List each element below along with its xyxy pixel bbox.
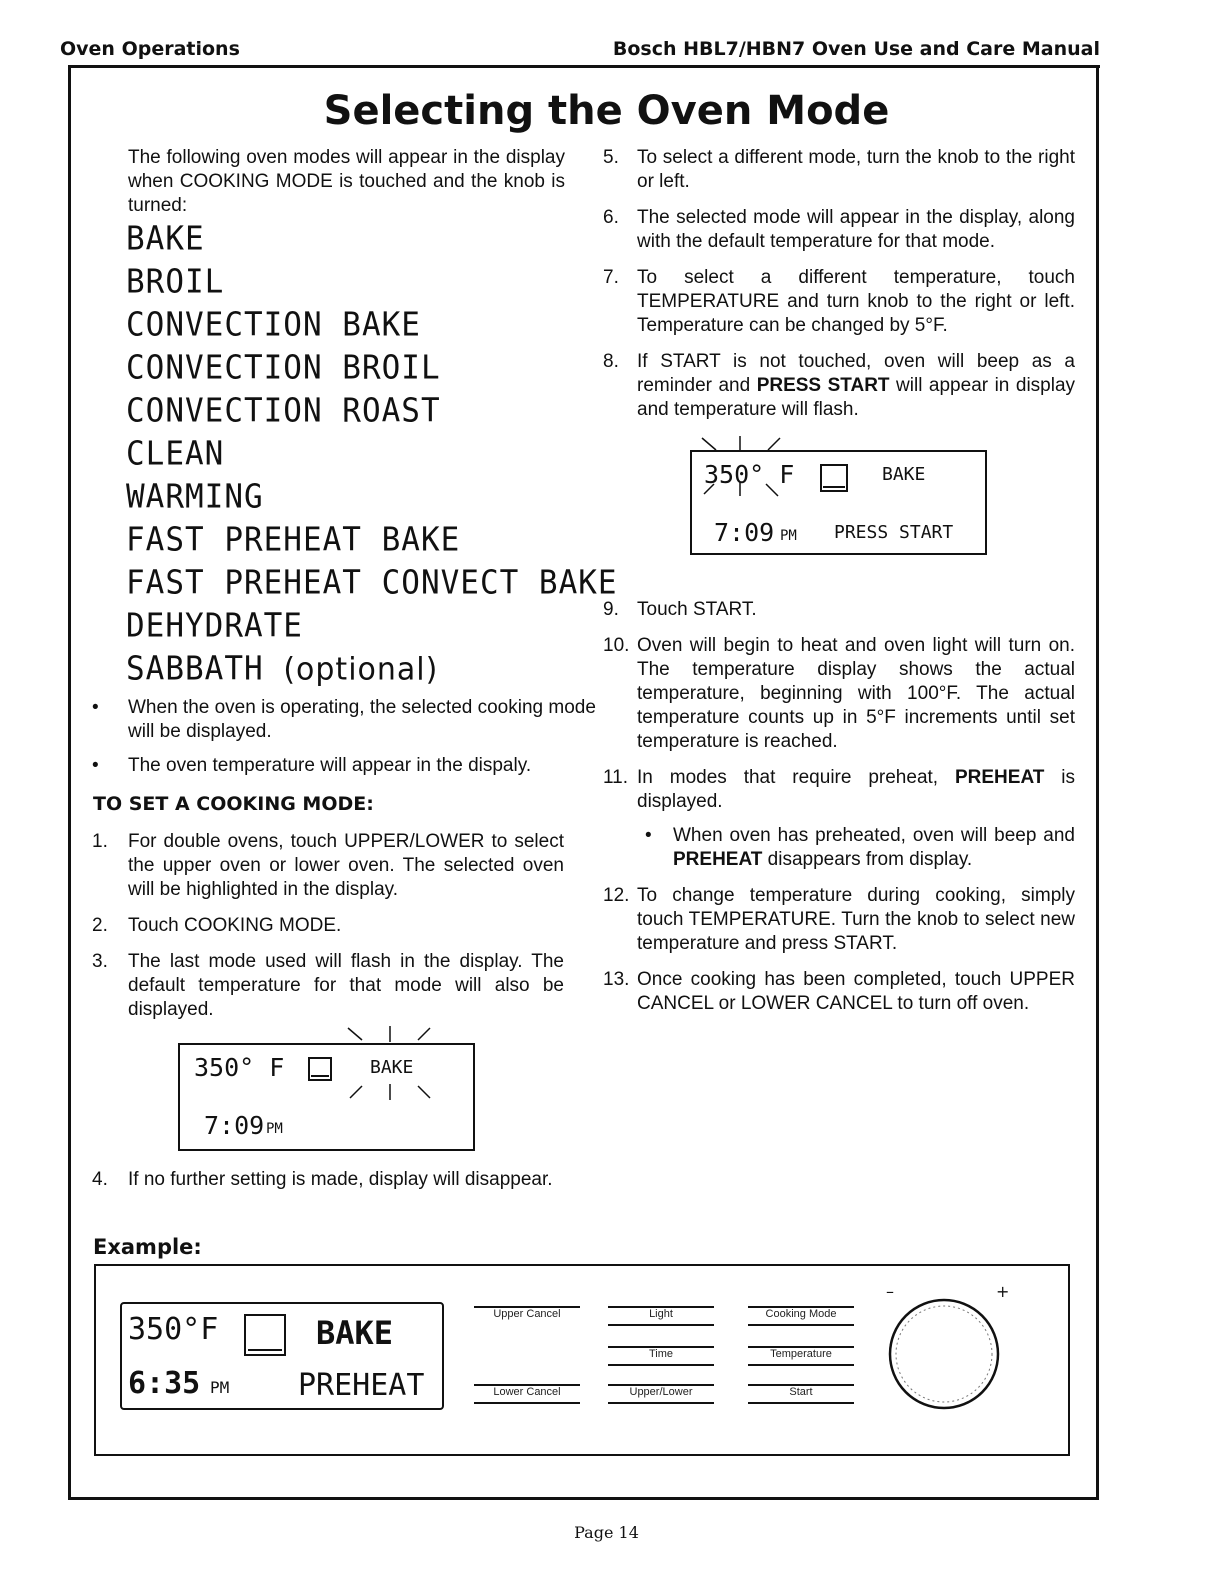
- control-panel-example: [94, 1264, 1070, 1456]
- sabbath-label: SABBATH: [126, 650, 264, 688]
- step-item: 7. To select a different temperature, touch TEMPERATURE and turn knob to the right or left. Temperature can be changed by 5°F.: [603, 267, 1075, 336]
- bullet-item: • The oven temperature will appear in the dispaly.: [92, 755, 532, 776]
- left-steps: [92, 830, 564, 1030]
- bullet-item: • When the oven is operating, the selected cooking mode will be displayed.: [92, 697, 596, 742]
- section-header: Oven Operations: [60, 38, 240, 60]
- step-item: 10. Oven will begin to heat and oven light will turn on. The temperature display shows the actual temperature, beginning with 100°F. The actual temperature counts up in 5°F increments until set temperature is reached.: [603, 635, 1075, 752]
- display-temperature: 350° F: [704, 460, 795, 489]
- intro-text: The following oven modes will appear in the display when COOKING MODE is touched and the knob is turned:: [128, 147, 565, 216]
- display-time: 7:09: [714, 518, 775, 547]
- step-item: 12. To change temperature during cooking, simply touch TEMPERATURE. Turn the knob to select new temperature and press START.: [603, 885, 1075, 954]
- mode-item: FAST PREHEAT BAKE: [126, 521, 461, 559]
- step-item: 6. The selected mode will appear in the display, along with the default temperature for that mode.: [603, 207, 1075, 252]
- bullet-item: • When oven has preheated, oven will beep and PREHEAT disappears from display.: [645, 825, 1075, 870]
- mode-item: BAKE: [126, 220, 205, 258]
- display-message: PREHEAT: [298, 1368, 425, 1403]
- step-item: 9. Touch START.: [603, 599, 757, 620]
- page-number: Page 14: [574, 1523, 639, 1542]
- sabbath-optional: (optional): [283, 651, 439, 688]
- time-button[interactable]: Time: [648, 1348, 674, 1360]
- step-item: 11. In modes that require preheat, PREHEAT is displayed.: [603, 767, 1076, 812]
- display-time: 6:35: [128, 1366, 201, 1401]
- bullet-dot: •: [92, 755, 99, 776]
- plus-label: +: [996, 1282, 1010, 1301]
- step-item: 1. For double ovens, touch UPPER/LOWER to select the upper oven or lower oven. The selected oven will be highlighted in the display.: [92, 831, 564, 900]
- mode-item: WARMING: [126, 478, 264, 516]
- mode-item-sabbath: [126, 647, 618, 692]
- bullet-dot: •: [645, 825, 652, 846]
- cooking-mode-button[interactable]: Cooking Mode: [765, 1308, 837, 1320]
- step-item: 3. The last mode used will flash in the display. The default temperature for that mode will also be displayed.: [92, 951, 564, 1020]
- display-ampm: PM: [266, 1121, 283, 1137]
- bullet-list: [92, 696, 596, 778]
- bullet-dot: •: [92, 697, 99, 718]
- display-ampm: PM: [210, 1378, 230, 1397]
- set-mode-heading: TO SET A COOKING MODE:: [93, 793, 374, 815]
- mode-item: CONVECTION BAKE: [126, 306, 421, 344]
- flash-rays-icon: [688, 432, 798, 508]
- mode-item: FAST PREHEAT CONVECT BAKE: [126, 564, 618, 602]
- step-item: 13. Once cooking has been completed, touch UPPER CANCEL or LOWER CANCEL to turn off oven.: [603, 969, 1075, 1014]
- display-mode: BAKE: [316, 1314, 394, 1352]
- temperature-button[interactable]: Temperature: [770, 1348, 832, 1360]
- mode-item: DEHYDRATE: [126, 607, 303, 645]
- step-item: 8. If START is not touched, oven will beep as a reminder and PRESS START will appear in display and temperature will flash.: [603, 351, 1076, 420]
- upper-cancel-button[interactable]: Upper Cancel: [493, 1308, 561, 1320]
- flash-rays-icon: [330, 1024, 440, 1114]
- right-steps-2: [603, 598, 1075, 1028]
- mode-list: [126, 218, 618, 691]
- mode-item: CLEAN: [126, 435, 225, 473]
- oven-icon: [244, 1314, 286, 1356]
- page-title: Selecting the Oven Mode: [323, 88, 890, 134]
- display-temperature: 350°F: [128, 1312, 219, 1347]
- upper-lower-button[interactable]: Upper/Lower: [629, 1386, 693, 1398]
- oven-icon: [308, 1057, 332, 1081]
- mode-item: CONVECTION ROAST: [126, 392, 441, 430]
- light-button[interactable]: Light: [649, 1308, 673, 1320]
- minus-label: –: [886, 1282, 894, 1301]
- manual-header: Bosch HBL7/HBN7 Oven Use and Care Manual: [612, 38, 1100, 60]
- step-item: 5. To select a different mode, turn the knob to the right or left.: [603, 147, 1075, 192]
- display-mode: BAKE: [882, 464, 926, 485]
- control-knob-icon[interactable]: [886, 1296, 1006, 1416]
- step-item: 2. Touch COOKING MODE.: [92, 915, 342, 936]
- mode-item: CONVECTION BROIL: [126, 349, 441, 387]
- display-temperature: 350° F: [194, 1053, 285, 1082]
- display-mode: BAKE: [370, 1057, 414, 1078]
- lower-cancel-button[interactable]: Lower Cancel: [493, 1386, 561, 1398]
- display-message: PRESS START: [834, 522, 954, 543]
- example-heading: Example:: [93, 1235, 202, 1259]
- display-time: 7:09: [204, 1111, 265, 1140]
- mode-item: BROIL: [126, 263, 225, 301]
- display-ampm: PM: [780, 528, 797, 544]
- oven-icon: [820, 464, 848, 492]
- start-button[interactable]: Start: [789, 1386, 813, 1398]
- lcd-display-preheat: [120, 1302, 444, 1410]
- right-steps: [603, 146, 1075, 426]
